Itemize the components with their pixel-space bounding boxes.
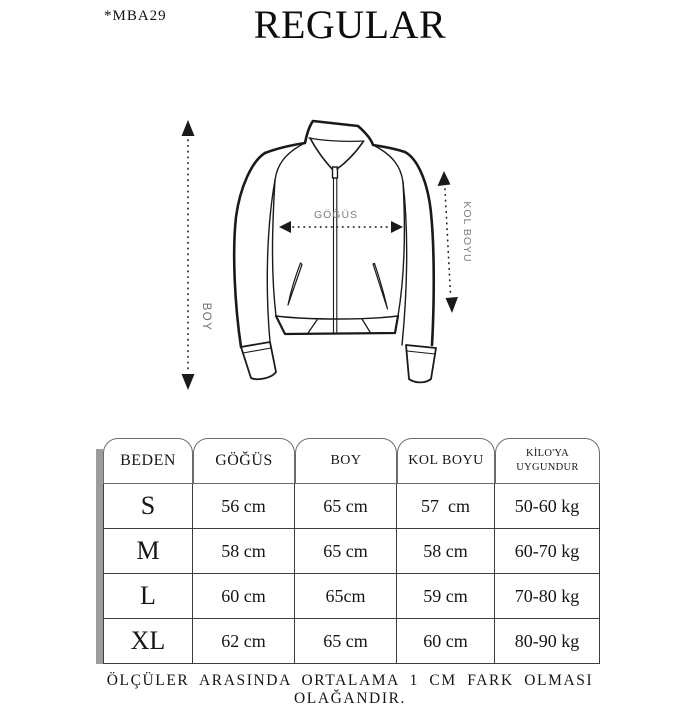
length-arrow [182,120,195,390]
cell-length: 65cm [295,574,397,619]
cell-weight: 70-80 kg [495,574,600,619]
col-header-gogus: GÖĞÜS [193,438,295,484]
col-header-kiloya-uygundur: KİLO'YA UYGUNDUR [495,438,600,484]
cell-chest: 62 cm [193,619,295,664]
tolerance-note: ÖLÇÜLER ARASINDA ORTALAMA 1 CM FARK OLMASI OLAĞANDIR. [106,672,594,707]
cell-weight: 60-70 kg [495,529,600,574]
cell-length: 65 cm [295,484,397,529]
cell-size: S [103,484,193,529]
page-title: REGULAR [253,2,447,47]
table-row-l [103,574,600,619]
cell-sleeve: 59 cm [397,574,495,619]
table-left-shadow [96,449,103,664]
cell-weight: 50-60 kg [495,484,600,529]
col-header-boy: BOY [295,438,397,484]
jacket-measurement-diagram [160,95,500,405]
product-code: *MBA29 [104,8,167,24]
cell-chest: 60 cm [193,574,295,619]
cell-sleeve: 58 cm [397,529,495,574]
col-header-beden: BEDEN [103,438,193,484]
cell-size: XL [103,619,193,664]
size-table [103,438,600,664]
table-header-row [103,438,600,484]
table-row-xl [103,619,600,664]
cell-chest: 58 cm [193,529,295,574]
chest-label: GÖĞÜS [313,209,359,221]
cell-sleeve: 60 cm [397,619,495,664]
length-label: BOY [200,302,212,332]
cell-sleeve: 57 cm [397,484,495,529]
chest-arrow [279,221,403,233]
cell-weight: 80-90 kg [495,619,600,664]
cell-length: 65 cm [295,529,397,574]
sleeve-label: KOL BOYU [461,201,473,263]
table-row-s [103,484,600,529]
jacket-drawing [160,95,500,405]
cell-length: 65 cm [295,619,397,664]
sleeve-arrow [438,171,459,313]
cell-size: M [103,529,193,574]
col-header-kol-boyu: KOL BOYU [397,438,495,484]
table-row-m [103,529,600,574]
cell-size: L [103,574,193,619]
cell-chest: 56 cm [193,484,295,529]
